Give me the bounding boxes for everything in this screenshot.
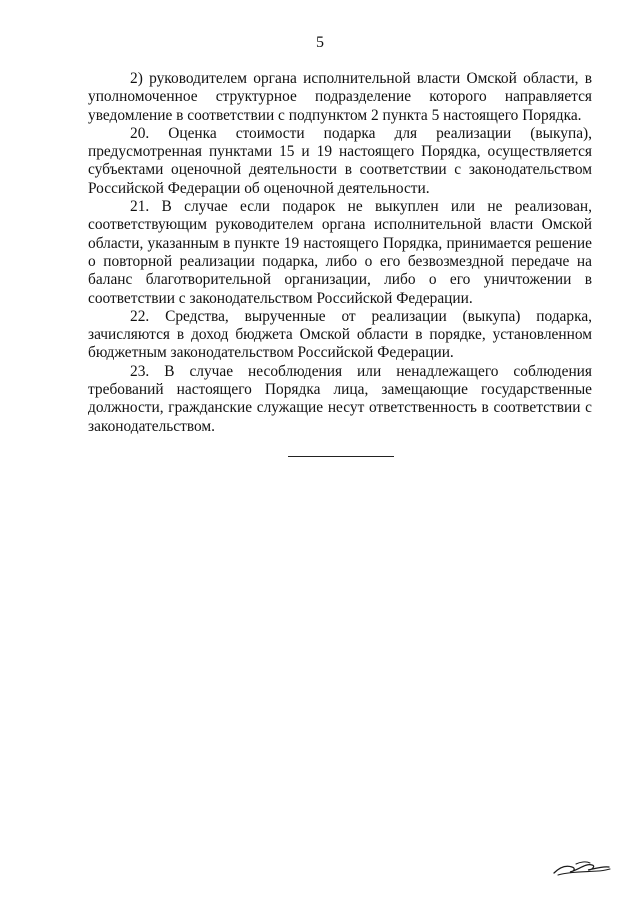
paragraph-item-2: 2) руководителем органа исполнительной власти Омской области, в уполномоченное структурное подразделение которого направляется уведомление в соответствии с подпунктом 2 пункта 5 настоящего Порядка. [88, 70, 592, 124]
end-separator-line [288, 456, 394, 457]
page-number: 5 [316, 34, 324, 51]
paragraph-22: 22. Средства, вырученные от реализации (выкупа) подарка, зачисляются в доход бюджета Омской области в порядке, установленном бюджетным законодательством Российской Федерации. [88, 307, 592, 362]
paragraph-21: 21. В случае если подарок не выкуплен или не реализован, соответствующим руководителем органа исполнительной власти Омской области, указанным в пункте 19 настоящего Порядка, принимается решение о повторной реализации подарка, либо о его безвозмездной передаче на баланс благотворительной организации, либо о его уничтожении в соответствии с законодательством Российской Федерации. [88, 198, 592, 307]
document-body [88, 70, 592, 436]
paragraph-20: 20. Оценка стоимости подарка для реализации (выкупа), предусмотренная пунктами 15 и 19 настоящего Порядка, осуществляется субъектами оценочной деятельности в соответствии с законодательством Российской Федерации об оценочной деятельности. [88, 124, 592, 197]
paragraph-23: 23. В случае несоблюдения или ненадлежащего соблюдения требований настоящего Порядка лица, замещающие государственные должности, гражданские служащие несут ответственность в соответствии с законодательством. [88, 362, 592, 435]
handwritten-signature [552, 858, 612, 880]
